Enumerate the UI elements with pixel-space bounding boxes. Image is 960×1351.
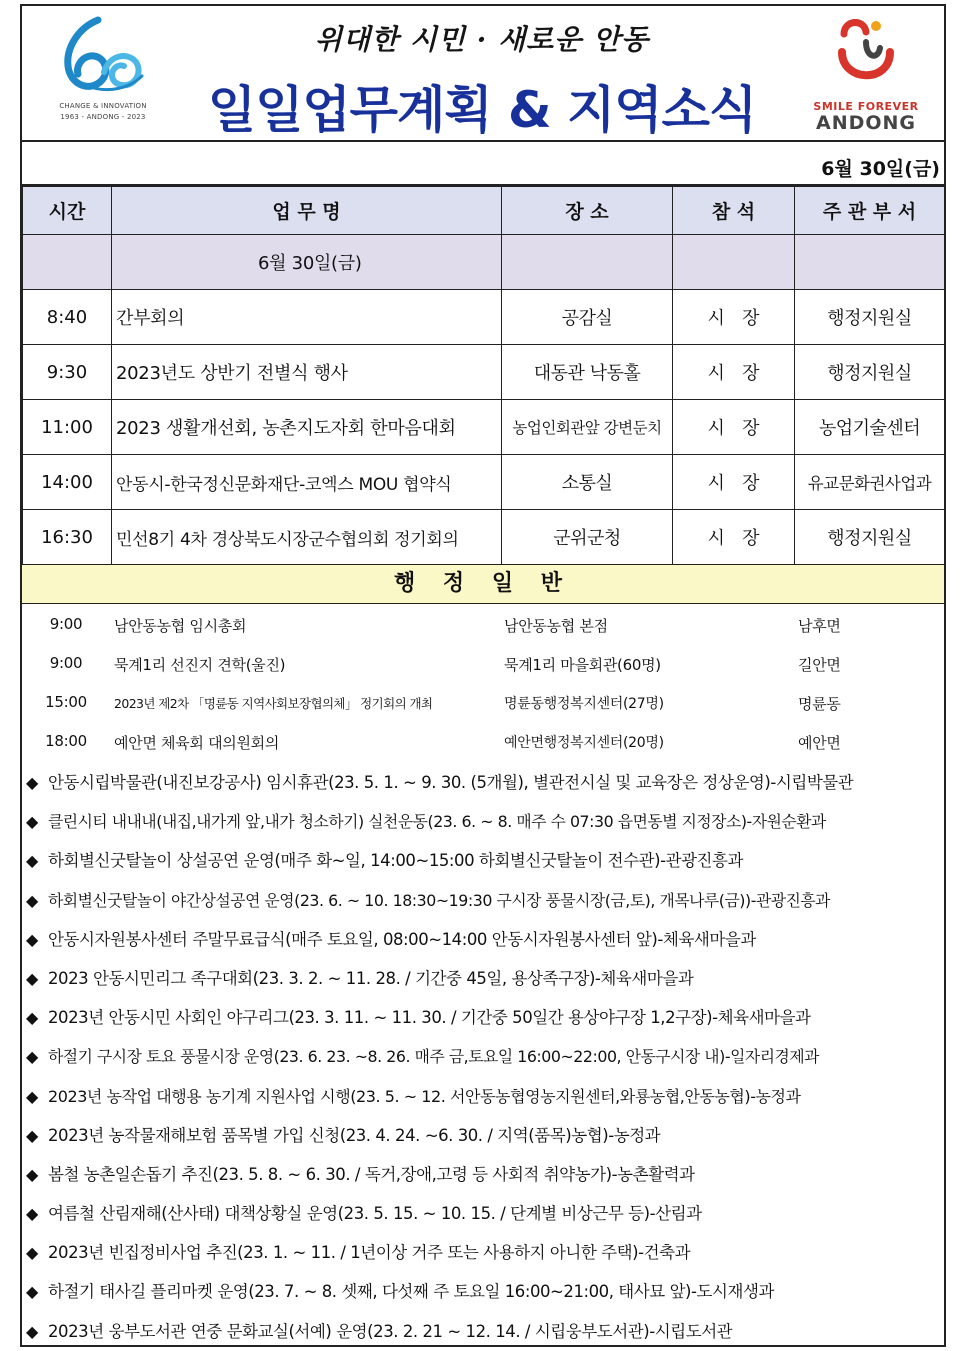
row-dept: 행정지원실 bbox=[795, 510, 945, 565]
header-place: 장 소 bbox=[502, 187, 673, 235]
date-row-label: 6월 30일(금) bbox=[112, 235, 502, 290]
row-place: 소통실 bbox=[502, 455, 673, 510]
row-place: 대동관 낙동홀 bbox=[502, 345, 673, 400]
notice-text: 하절기 태사길 플리마켓 운영(23. 7. ~ 8. 셋째, 다섯째 주 토요일 16:00~21:00, 태사묘 앞)-도시재생과 bbox=[48, 1282, 774, 1302]
diamond-bullet-icon: ◆ bbox=[26, 812, 38, 832]
notice-text: 하회별신굿탈놀이 상설공연 운영(매주 화~일, 14:00~15:00 하회별신굿탈놀이 전수관)-관광진흥과 bbox=[48, 851, 744, 871]
list-item bbox=[22, 1155, 944, 1194]
row-place: 군위군청 bbox=[502, 510, 673, 565]
admin-place: 남안동농협 본점 bbox=[504, 617, 608, 635]
row-attendee: 시 장 bbox=[673, 510, 795, 565]
list-item bbox=[22, 881, 944, 920]
admin-name: 남안동농협 임시총회 bbox=[114, 617, 247, 635]
row-time: 14:00 bbox=[23, 455, 112, 510]
date-row bbox=[22, 140, 944, 186]
header-attendee: 참 석 bbox=[673, 187, 795, 235]
sixty-anniversary-icon bbox=[58, 14, 148, 96]
list-item bbox=[22, 763, 944, 802]
notice-text: 안동시립박물관(내진보강공사) 임시휴관(23. 5. 1. ~ 9. 30. (5개월), 별관전시실 및 교육장은 정상운영)-시립박물관 bbox=[48, 773, 854, 792]
diamond-bullet-icon: ◆ bbox=[26, 1282, 38, 1302]
diamond-bullet-icon: ◆ bbox=[26, 929, 38, 949]
admin-place: 명륜동행정복지센터(27명) bbox=[504, 696, 664, 712]
admin-time: 15:00 bbox=[45, 693, 87, 711]
date-row-empty-cell bbox=[795, 235, 945, 290]
logo-smile-forever: SMILE FOREVER bbox=[813, 100, 919, 113]
table-row bbox=[23, 290, 945, 345]
row-name: 민선8기 4차 경상북도시장군수협의회 정기회의 bbox=[112, 510, 502, 565]
admin-place: 묵계1리 마을회관(60명) bbox=[504, 656, 661, 674]
slogan: 위대한 시민 · 새로운 안동 bbox=[314, 23, 650, 56]
list-item bbox=[22, 920, 944, 959]
admin-time: 9:00 bbox=[49, 615, 83, 633]
table-header-row bbox=[23, 187, 945, 235]
list-item bbox=[22, 1194, 944, 1233]
row-dept: 행정지원실 bbox=[795, 290, 945, 345]
notice-text: 2023년 안동시민 사회인 야구리그(23. 3. 11. ~ 11. 30. / 기간중 50일간 용상야구장 1,2구장)-체육새마을과 bbox=[48, 1008, 811, 1028]
date-row-empty-cell bbox=[502, 235, 673, 290]
list-item bbox=[22, 604, 944, 643]
notice-text: 하회별신굿탈놀이 야간상설공연 운영(23. 6. ~ 10. 18:30~19:30 구시장 풍물시장(금,토), 개목나루(금))-관광진흥과 bbox=[48, 890, 830, 910]
list-item bbox=[22, 1272, 944, 1311]
admin-time: 18:00 bbox=[45, 732, 87, 750]
row-attendee: 시 장 bbox=[673, 345, 795, 400]
table-row bbox=[23, 400, 945, 455]
header bbox=[22, 6, 944, 140]
row-dept: 행정지원실 bbox=[795, 345, 945, 400]
list-item bbox=[22, 802, 944, 841]
row-dept: 유교문화권사업과 bbox=[795, 455, 945, 510]
row-dept: 농업기술센터 bbox=[795, 400, 945, 455]
logo-caption-2: 1963 - ANDONG - 2023 bbox=[60, 113, 146, 121]
row-attendee: 시 장 bbox=[673, 455, 795, 510]
list-item bbox=[22, 682, 944, 721]
list-item bbox=[22, 643, 944, 682]
diamond-bullet-icon: ◆ bbox=[26, 1125, 38, 1145]
admin-time: 9:00 bbox=[49, 654, 83, 672]
admin-dept: 명륜동 bbox=[798, 695, 841, 713]
diamond-bullet-icon: ◆ bbox=[26, 851, 38, 871]
notice-text: 2023년 빈집정비사업 추진(23. 1. ~ 11. / 1년이상 거주 또는 사용하지 아니한 주택)-건축과 bbox=[48, 1243, 691, 1263]
row-name: 간부회의 bbox=[112, 290, 502, 345]
diamond-bullet-icon: ◆ bbox=[26, 1008, 38, 1028]
header-dept: 주 관 부 서 bbox=[795, 187, 945, 235]
diamond-bullet-icon: ◆ bbox=[26, 1321, 38, 1341]
row-time: 11:00 bbox=[23, 400, 112, 455]
diamond-bullet-icon: ◆ bbox=[26, 1047, 38, 1067]
smile-andong-icon bbox=[830, 12, 902, 96]
admin-dept: 예안면 bbox=[798, 734, 841, 752]
daily-plan-document bbox=[20, 4, 946, 1347]
page-title: 일일업무계획 & 지역소식 bbox=[207, 81, 757, 139]
table-row bbox=[23, 510, 945, 565]
admin-dept: 남후면 bbox=[798, 617, 841, 635]
anniversary-logo bbox=[48, 14, 158, 129]
row-time: 16:30 bbox=[23, 510, 112, 565]
date-row-empty-cell bbox=[673, 235, 795, 290]
list-item bbox=[22, 841, 944, 880]
list-item bbox=[22, 721, 944, 760]
admin-list bbox=[22, 604, 944, 760]
table-row bbox=[23, 345, 945, 400]
list-item bbox=[22, 1037, 944, 1076]
notice-text: 안동시자원봉사센터 주말무료급식(매주 토요일, 08:00~14:00 안동시자원봉사센터 앞)-체육새마을과 bbox=[48, 929, 756, 949]
list-item bbox=[22, 1312, 944, 1351]
row-place: 공감실 bbox=[502, 290, 673, 345]
diamond-bullet-icon: ◆ bbox=[26, 773, 38, 792]
logo-andong: ANDONG bbox=[815, 112, 917, 134]
admin-place: 예안면행정복지센터(20명) bbox=[504, 735, 664, 751]
list-item bbox=[22, 1077, 944, 1116]
header-name: 업 무 명 bbox=[112, 187, 502, 235]
row-attendee: 시 장 bbox=[673, 400, 795, 455]
row-time: 9:30 bbox=[23, 345, 112, 400]
row-place: 농업인회관앞 강변둔치 bbox=[502, 400, 673, 455]
table-date-row bbox=[23, 235, 945, 290]
row-name: 2023년도 상반기 전별식 행사 bbox=[112, 345, 502, 400]
logo-caption-1: CHANGE & INNOVATION bbox=[59, 102, 147, 110]
diamond-bullet-icon: ◆ bbox=[26, 1164, 38, 1184]
notice-text: 봄철 농촌일손돕기 추진(23. 5. 8. ~ 6. 30. / 독거,장애,고령 등 사회적 취약농가)-농촌활력과 bbox=[48, 1164, 695, 1184]
date-row-empty-cell bbox=[23, 235, 112, 290]
admin-dept: 길안면 bbox=[798, 656, 841, 674]
notice-text: 여름철 산림재해(산사태) 대책상황실 운영(23. 5. 15. ~ 10. 15. / 단계별 비상근무 등)-산림과 bbox=[48, 1204, 702, 1224]
list-item bbox=[22, 1233, 944, 1272]
row-name: 2023 생활개선회, 농촌지도자회 한마음대회 bbox=[112, 400, 502, 455]
diamond-bullet-icon: ◆ bbox=[26, 890, 38, 910]
diamond-bullet-icon: ◆ bbox=[26, 1086, 38, 1106]
admin-name: 묵계1리 선진지 견학(울진) bbox=[114, 656, 286, 674]
list-item bbox=[22, 1116, 944, 1155]
notice-text: 2023년 농작업 대행용 농기계 지원사업 시행(23. 5. ~ 12. 서안동농협영농지원센터,와룡농협,안동농협)-농정과 bbox=[48, 1086, 801, 1106]
diamond-bullet-icon: ◆ bbox=[26, 968, 38, 988]
list-item bbox=[22, 998, 944, 1037]
notice-text: 하절기 구시장 토요 풍물시장 운영(23. 6. 23. ~8. 26. 매주 금,토요일 16:00~22:00, 안동구시장 내)-일자리경제과 bbox=[48, 1047, 819, 1067]
diamond-bullet-icon: ◆ bbox=[26, 1243, 38, 1263]
notice-text: 2023 안동시민리그 족구대회(23. 3. 2. ~ 11. 28. / 기간중 45일, 용상족구장)-체육새마을과 bbox=[48, 968, 694, 988]
list-item bbox=[22, 959, 944, 998]
header-time: 시간 bbox=[23, 187, 112, 235]
andong-logo bbox=[796, 12, 936, 138]
row-time: 8:40 bbox=[23, 290, 112, 345]
schedule-table bbox=[22, 186, 945, 565]
notice-text: 클린시티 내내내(내집,내가게 앞,내가 청소하기) 실천운동(23. 6. ~ 8. 매주 수 07:30 읍면동별 지정장소)-자원순환과 bbox=[48, 812, 826, 832]
row-name: 안동시-한국정신문화재단-코엑스 MOU 협약식 bbox=[112, 455, 502, 510]
admin-name: 예안면 체육회 대의원회의 bbox=[114, 734, 280, 752]
table-row bbox=[23, 455, 945, 510]
notice-text: 2023년 웅부도서관 연중 문화교실(서예) 운영(23. 2. 21 ~ 12. 14. / 시립웅부도서관)-시립도서관 bbox=[48, 1321, 733, 1341]
admin-name: 2023년 제2차 「명륜동 지역사회보장협의체」 정기회의 개최 bbox=[114, 696, 433, 711]
row-attendee: 시 장 bbox=[673, 290, 795, 345]
diamond-bullet-icon: ◆ bbox=[26, 1204, 38, 1224]
date-label: 6월 30일(금) bbox=[821, 158, 940, 180]
section-title-admin: 행 정 일 반 bbox=[22, 564, 944, 604]
notice-list bbox=[22, 763, 944, 1351]
notice-text: 2023년 농작물재해보험 품목별 가입 신청(23. 4. 24. ~6. 30. / 지역(품목)농협)-농정과 bbox=[48, 1125, 661, 1145]
